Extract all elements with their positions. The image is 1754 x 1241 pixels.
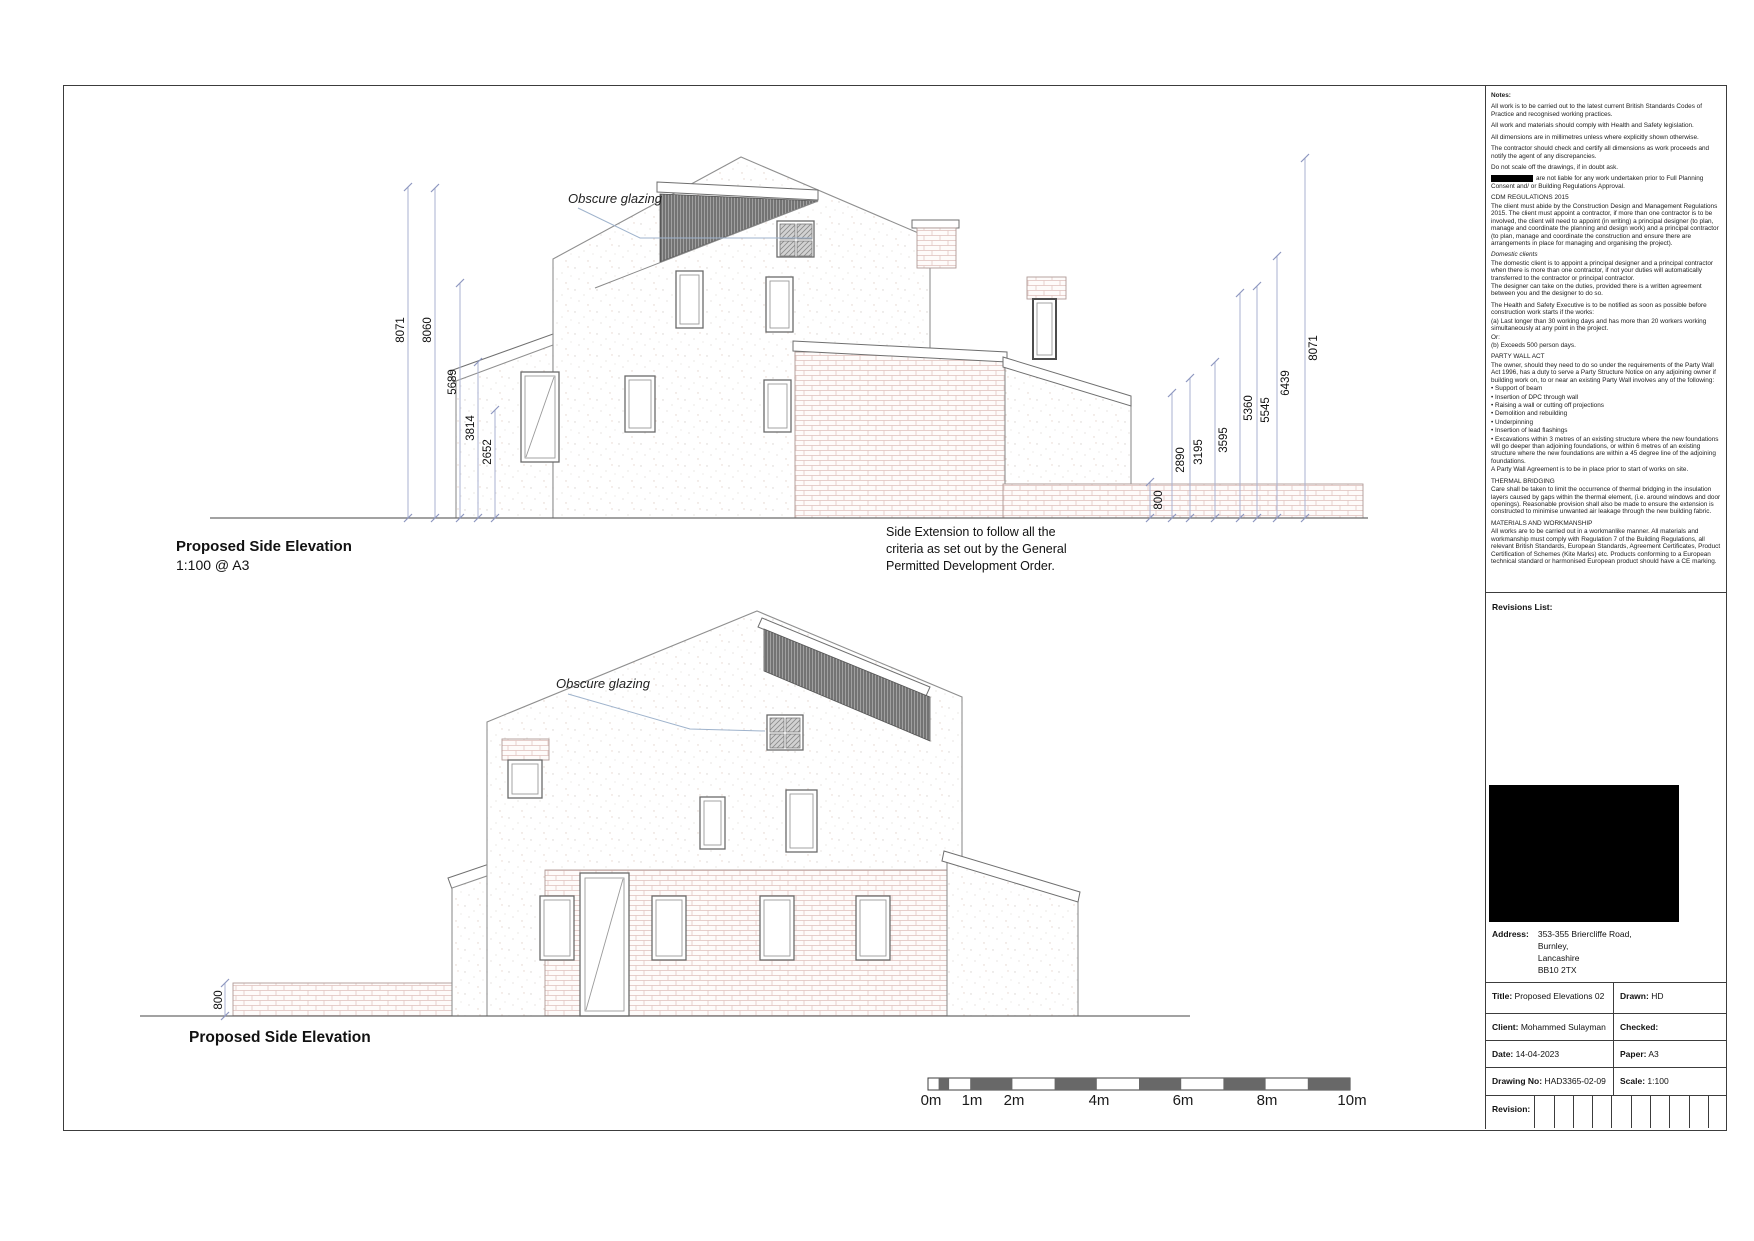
scale-label: 1m [961, 1092, 983, 1109]
titleblock-drawn-cell: Drawn: HD [1620, 991, 1664, 1001]
scale-label: 8m [1256, 1092, 1278, 1109]
titleblock-title-cell: Title: Proposed Elevations 02 [1486, 983, 1614, 1013]
elevation-top-title: Proposed Side Elevation [176, 538, 352, 555]
svg-text:800: 800 [213, 990, 225, 1010]
address-block [1492, 929, 1632, 977]
obscure-glazing-label-top: Obscure glazing [568, 191, 662, 206]
revision-label: Revision: [1492, 1104, 1531, 1114]
scale-label: 0m [920, 1092, 942, 1109]
svg-text:5545: 5545 [1260, 397, 1272, 423]
sheet-border [63, 85, 1727, 1131]
cdm-heading: CDM REGULATIONS 2015 [1491, 194, 1569, 202]
redacted-company-name [1491, 175, 1533, 182]
address-line: BB10 2TX [1537, 964, 1577, 975]
titleblock-scale-cell: Scale: 1:100 [1620, 1076, 1669, 1086]
thermal-bridging-heading: THERMAL BRIDGING [1491, 477, 1555, 485]
scale-label: 4m [1088, 1092, 1110, 1109]
party-wall-heading: PARTY WALL ACT [1491, 353, 1545, 361]
notes-heading: Notes: [1491, 92, 1511, 99]
title-panel [1485, 85, 1727, 1129]
notes-panel: Notes: All work is to be carried out to the latest current British Standards Codes of Practice and recognised working practices. All work and materials should comply with Health and Safety legislation. All dimensions are in millimetres unless where explicitly shown otherwise. The contractor should check and certify all dimensions as work proceeds and notify the agent of any discrepancies. Do not scale off the drawings, if in doubt ask. are not liable for any work undertaken prior to Full Planning Consent and/ or Building Regulations Approval. CDM REGULATIONS 2015 The client must abide by the Construction Design and Management Regulations 2015. The client must appoint a contractor, if more than one contractor is to be involved, the client will need to appoint (in writing) a principal designer (to plan, manage and coordinate the planning and design work) and a principal contractor (to plan, manage and coordinate the construction and ensure there are arrangements in place for managing and organising the project). Domestic clients The domestic client is to appoint a principal designer and a principal contractor when there is more than one contractor, if not your duties will automatically transferred to the contractor or principal contractor. The designer can take on the duties, provided there is a written agreement between you and the designer to do so. The Health and Safety Executive is to be notified as soon as possible before construction work starts if the works: (a) Last longer than 30 working days and has more than 20 workers working simultaneously at any point in the project. Or: (b) Exceeds 500 person days. PARTY WALL ACT The owner, should they need to do so under the requirements of the Party Wall Act 1996, has a duty to serve a Party Structure Notice on any adjoining owner if building work on, to or near an existing Party Wall involves any of the following: • Support of beam • Insertion of DPC through wall • Raising a wall or cutting off projections • Demolition and rebuilding • Underpinning • Insertion of lead flashings • Excavations within 3 metres of an existing structure where the new foundations will go deeper than adjoining foundations, or within 6 metres of an existing structure where the new foundations are within a 45 degree line of the adjoining foundations. A Party Wall Agreement is to be in place prior to start of works on site. THERMAL BRIDGING Care shall be taken to limit the occurrence of thermal bridging in the insulation layers caused by gaps within the thermal element, (i.e. around windows and door openings). Reasonable provision shall also be made to ensure the extension is constructed to minimise unwanted air leakage through the new building fabric. MATERIALS AND WORKMANSHIP All works are to be carried out in a workmanlike manner. All materials and workmanship must comply with Regulation 7 of the Building Regulations, all relevant British Standards, European Standards, Agreement Certificates, Product Certification of Schemes (Kite Marks) etc. Products conforming to a European technical standard or harmonised European product should have a CE marking. [1491, 92, 1721, 565]
title-block [1486, 982, 1727, 1129]
address-line: Burnley, [1537, 940, 1569, 951]
svg-text:2652: 2652 [482, 439, 494, 465]
address-line: Lancashire [1537, 952, 1580, 963]
svg-text:3195: 3195 [1193, 439, 1205, 465]
svg-text:3595: 3595 [1218, 427, 1230, 453]
address-line: 353-355 Briercliffe Road, [1537, 929, 1632, 939]
titleblock-client-cell: Client: Mohammed Sulayman [1486, 1014, 1614, 1040]
scale-label: 10m [1337, 1092, 1367, 1109]
elevation-bottom-title: Proposed Side Elevation [189, 1029, 371, 1046]
scale-label: 6m [1172, 1092, 1194, 1109]
domestic-clients-heading: Domestic clients [1491, 251, 1538, 259]
redacted-logo [1489, 785, 1679, 922]
svg-text:6439: 6439 [1280, 370, 1292, 396]
elevation-top-scale: 1:100 @ A3 [176, 557, 250, 573]
titleblock-date-cell: Date: 14-04-2023 [1486, 1041, 1614, 1067]
svg-text:5689: 5689 [447, 369, 459, 395]
svg-text:8060: 8060 [422, 317, 434, 343]
revisions-section [1486, 592, 1727, 615]
titleblock-drawingno-cell: Drawing No: HAD3365-02-09 [1486, 1068, 1614, 1095]
revision-cells [1534, 1096, 1727, 1128]
titleblock-paper-cell: Paper: A3 [1620, 1049, 1659, 1059]
svg-text:8071: 8071 [395, 317, 407, 343]
svg-text:2890: 2890 [1175, 447, 1187, 473]
titleblock-checked-cell: Checked: [1620, 1022, 1659, 1032]
svg-text:5360: 5360 [1243, 395, 1255, 421]
svg-text:800: 800 [1153, 490, 1165, 510]
side-extension-note: Side Extension to follow all the criteria as set out by the General Permitted Development Order. [886, 525, 1067, 573]
svg-text:3814: 3814 [465, 415, 477, 441]
scale-label: 2m [1003, 1092, 1025, 1109]
obscure-glazing-label-bottom: Obscure glazing [556, 676, 650, 691]
svg-text:8071: 8071 [1308, 335, 1320, 361]
revisions-heading: Revisions List: [1492, 602, 1553, 612]
materials-heading: MATERIALS AND WORKMANSHIP [1491, 519, 1593, 527]
address-label: Address: [1492, 929, 1529, 939]
